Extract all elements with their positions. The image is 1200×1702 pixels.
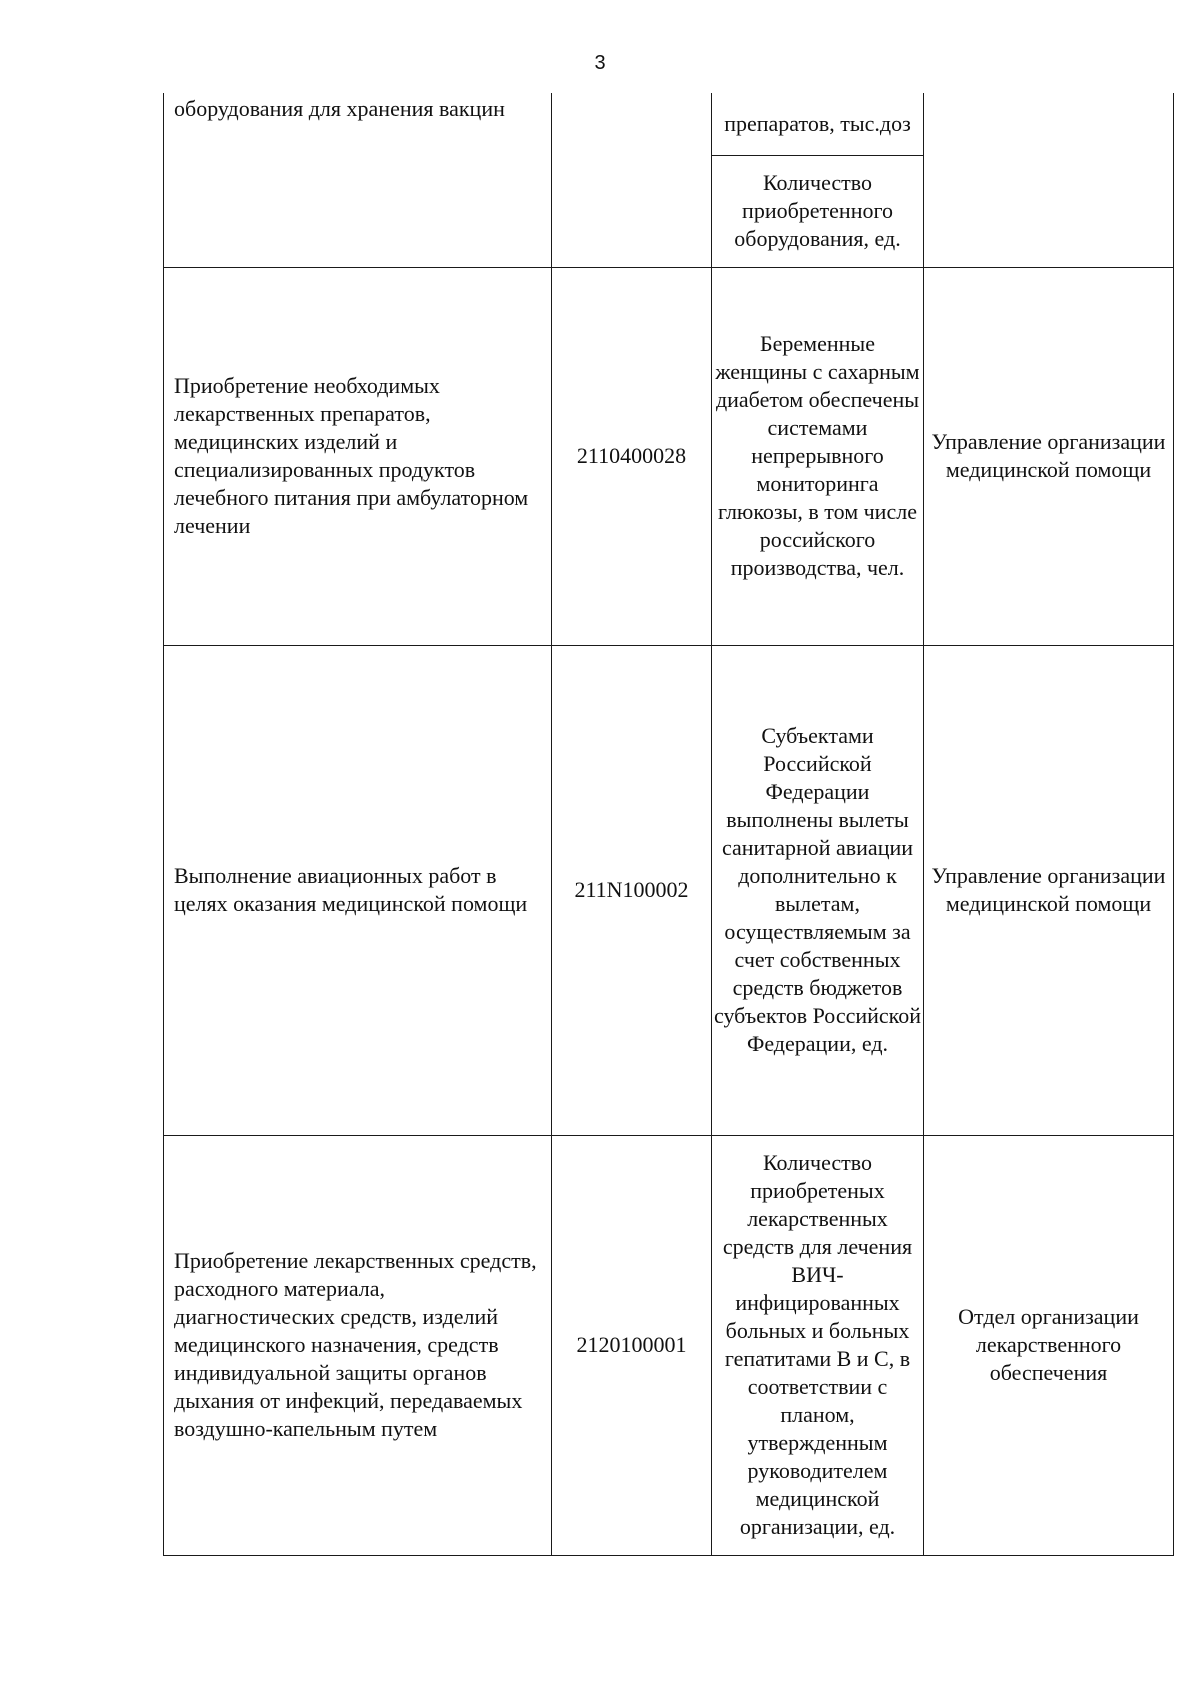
responsible-unit: Управление организации медицинской помощи — [931, 863, 1166, 916]
activity-name-cell — [164, 93, 552, 267]
table-row — [164, 267, 1174, 645]
table-row — [164, 645, 1174, 1135]
budget-code-cell — [552, 267, 712, 645]
indicator-cell — [712, 267, 924, 645]
budget-code-cell — [552, 645, 712, 1135]
budget-code-cell — [552, 1135, 712, 1555]
indicator-text: Субъектами Российской Федерации выполнены вылеты санитарной авиации дополнительно к вылетам, осуществляемым за счет собственных средств бюджетов субъектов Российской Федерации, ед. — [714, 723, 922, 1056]
indicator-cell — [712, 155, 924, 267]
responsible-cell — [924, 1135, 1174, 1555]
responsible-cell — [924, 93, 1174, 267]
activity-name-cell — [164, 267, 552, 645]
indicator-text: Беременные женщины с сахарным диабетом обеспечены системами непрерывного мониторинга глюкозы, в том числе российского производства, чел. — [715, 331, 920, 580]
budget-code: 2120100001 — [576, 1332, 687, 1357]
budget-code-cell — [552, 93, 712, 267]
indicator-cell — [712, 645, 924, 1135]
activity-name: оборудования для хранения вакцин — [174, 96, 505, 121]
activity-name-cell — [164, 1135, 552, 1555]
responsible-cell — [924, 267, 1174, 645]
activity-name: Приобретение лекарственных средств, расходного материала, диагностических средств, изделий медицинского назначения, средств индивидуальной защиты органов дыхания от инфекций, передаваемых воздушно-капельным путем — [174, 1248, 537, 1441]
indicator-text: Количество приобретенного оборудования, ед. — [734, 170, 901, 251]
activity-name: Выполнение авиационных работ в целях оказания медицинской помощи — [174, 863, 528, 916]
activity-name: Приобретение необходимых лекарственных препаратов, медицинских изделий и специализированных продуктов лечебного питания при амбулаторном лечении — [174, 373, 529, 538]
indicator-text: Количество приобретеных лекарственных средств для лечения ВИЧ-инфицированных больных и больных гепатитами В и С, в соответствии с планом, утвержденным руководителем медицинской организации, ед. — [722, 1150, 913, 1539]
responsible-unit: Отдел организации лекарственного обеспечения — [958, 1304, 1139, 1385]
table-row — [164, 93, 1174, 155]
responsible-unit: Управление организации медицинской помощи — [931, 429, 1166, 482]
responsible-cell — [924, 645, 1174, 1135]
indicator-cell — [712, 93, 924, 155]
table-row — [164, 1135, 1174, 1555]
page-number: 3 — [594, 52, 606, 74]
activity-name-cell — [164, 645, 552, 1135]
budget-code: 2110400028 — [576, 443, 687, 468]
program-activities-table — [163, 93, 1174, 1556]
indicator-cell — [712, 1135, 924, 1555]
budget-code: 211N100002 — [574, 877, 689, 902]
indicator-text: препаратов, тыс.доз — [724, 110, 911, 136]
